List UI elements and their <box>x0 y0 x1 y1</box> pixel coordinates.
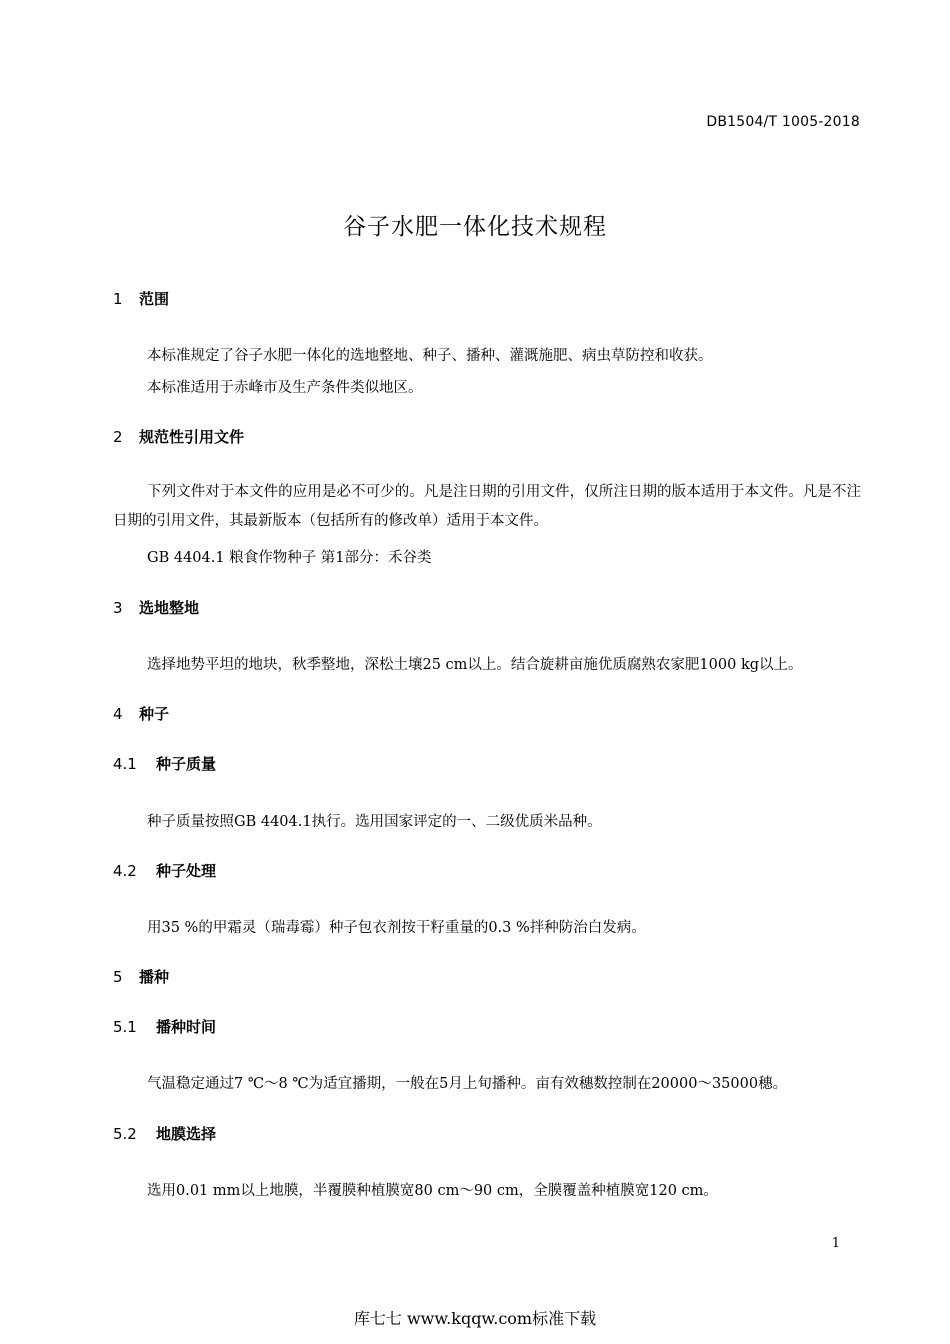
section-number: 2 <box>113 428 123 446</box>
page-number: 1 <box>831 1236 840 1251</box>
section-title: 规范性引用文件 <box>139 428 245 446</box>
section-4-1-paragraph-1: 种子质量按照GB 4404.1执行。选用国家评定的一、二级优质米品种。 <box>147 814 602 830</box>
document-code: DB1504/T 1005-2018 <box>706 114 860 130</box>
subsection-number: 4.1 <box>113 755 137 773</box>
subsection-title: 种子处理 <box>156 862 217 880</box>
section-title: 种子 <box>139 705 170 723</box>
section-title: 选地整地 <box>139 599 200 617</box>
section-number: 4 <box>113 705 123 723</box>
section-2-heading <box>113 426 244 447</box>
section-title: 范围 <box>139 290 170 308</box>
section-number: 5 <box>113 968 123 986</box>
section-5-2-paragraph-1: 选用0.01 mm以上地膜，半覆膜种植膜宽80 cm～90 cm，全膜覆盖种植膜宽120 cm。 <box>147 1183 718 1199</box>
subsection-number: 5.2 <box>113 1125 137 1143</box>
section-5-1-paragraph-1: 气温稳定通过7 ℃～8 ℃为适宜播期，一般在5月上旬播种。亩有效穗数控制在20000～35000穗。 <box>147 1076 788 1092</box>
subsection-title: 播种时间 <box>156 1018 217 1036</box>
subsection-title: 种子质量 <box>156 755 217 773</box>
section-4-1-heading <box>113 753 216 774</box>
section-number: 1 <box>113 290 123 308</box>
section-3-paragraph-1: 选择地势平坦的地块，秋季整地，深松土壤25 cm以上。结合旋耕亩施优质腐熟农家肥1000 kg以上。 <box>147 657 803 673</box>
section-2-paragraph-1: 下列文件对于本文件的应用是必不可少的。凡是注日期的引用文件，仅所注日期的版本适用于本文件。凡是不注日期的引用文件，其最新版本（包括所有的修改单）适用于本文件。 <box>113 484 861 529</box>
section-1-paragraph-1: 本标准规定了谷子水肥一体化的选地整地、种子、播种、灌溉施肥、病虫草防控和收获。 <box>147 348 713 364</box>
footer-watermark-text: 库七七 www.kqqw.com标准下载 <box>353 1309 597 1328</box>
section-4-2-paragraph-1: 用35 %的甲霜灵（瑞毒霉）种子包衣剂按干籽重量的0.3 %拌种防治白发病。 <box>147 920 646 936</box>
section-1-heading <box>113 288 169 309</box>
section-4-2-heading <box>113 860 216 881</box>
section-4-heading <box>113 703 169 724</box>
section-3-heading <box>113 597 199 618</box>
subsection-number: 5.1 <box>113 1018 137 1036</box>
section-5-1-heading <box>113 1016 216 1037</box>
subsection-number: 4.2 <box>113 862 137 880</box>
document-title: 谷子水肥一体化技术规程 <box>343 214 607 240</box>
section-5-heading <box>113 966 169 987</box>
section-5-2-heading <box>113 1123 216 1144</box>
section-number: 3 <box>113 599 123 617</box>
section-1-paragraph-2: 本标准适用于赤峰市及生产条件类似地区。 <box>147 380 423 396</box>
section-title: 播种 <box>139 968 170 986</box>
subsection-title: 地膜选择 <box>156 1125 217 1143</box>
normative-reference-item: GB 4404.1 粮食作物种子 第1部分：禾谷类 <box>147 550 432 566</box>
